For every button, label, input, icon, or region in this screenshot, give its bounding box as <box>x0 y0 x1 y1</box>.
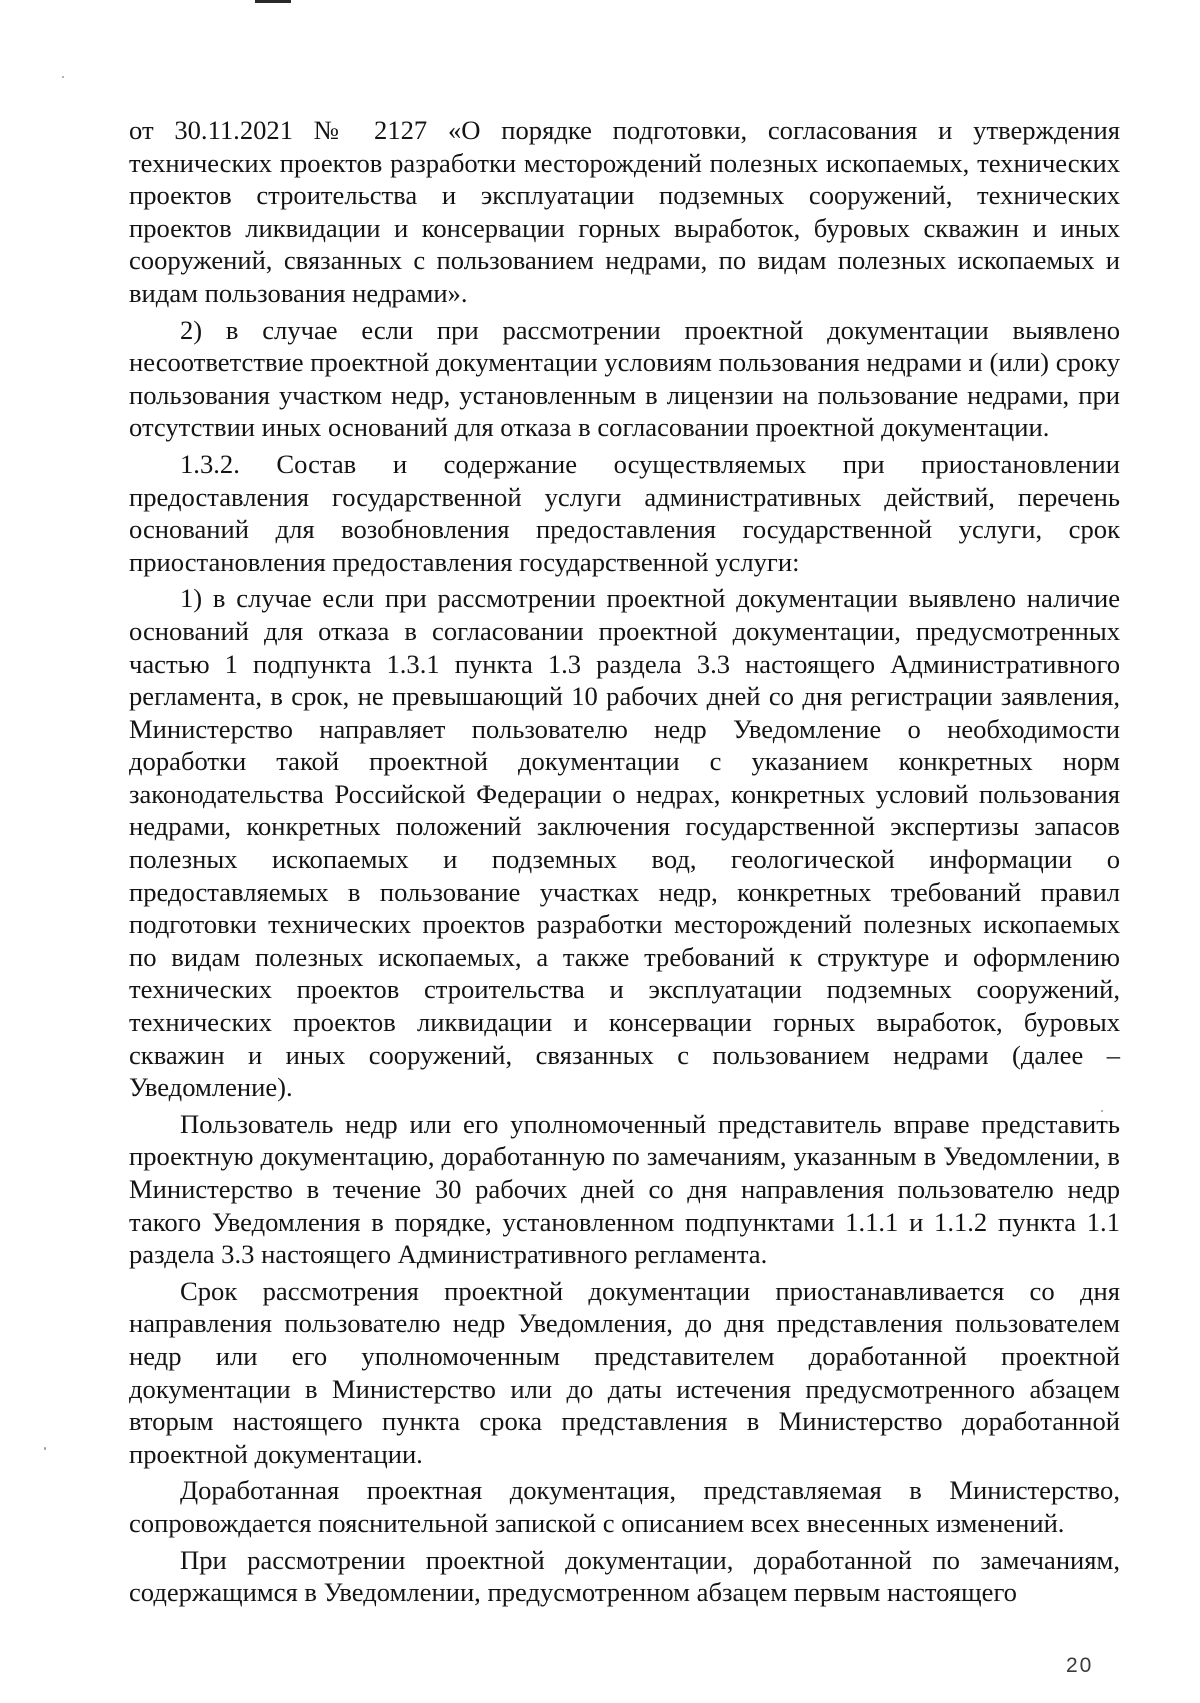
paragraph-review-continuation: При рассмотрении проектной документации, доработанной по замечаниям, содержащимся в Уведомлении, предусмотренном абзацем первым настоящего <box>129 1544 1120 1608</box>
paragraph-order-reference: от 30.11.2021 № 2127 «О порядке подготовки, согласования и утверждения технических проектов разработки месторождений полезных ископаемых, технических проектов строительства и эксплуатации подземных сооружений, технических проектов ликвидации и консервации горных выработок, буровых скважин и иных сооружений, связанных с пользованием недрами, по видам полезных ископаемых и видам пользования недрами». <box>129 115 1120 308</box>
paragraph-section-1-3-2: 1.3.2. Состав и содержание осуществляемых при приостановлении предоставления государственной услуги административных действий, перечень оснований для возобновления предоставления государственной услуги, срок приостановления предоставления государственной услуги: <box>129 448 1120 577</box>
document-body <box>129 114 1120 1613</box>
scan-speck <box>62 76 64 78</box>
scan-speck <box>44 1447 46 1450</box>
page-number: 20 <box>1066 1654 1094 1677</box>
paragraph-item-1: 1) в случае если при рассмотрении проектной документации выявлено наличие оснований для отказа в согласовании проектной документации, предусмотренных частью 1 подпункта 1.3.1 пункта 1.3 раздела 3.3 настоящего Административного регламента, в срок, не превышающий 10 рабочих дней со дня регистрации заявления, Министерство направляет пользователю недр Уведомление о необходимости доработки такой проектной документации с указанием конкретных норм законодательства Российской Федерации о недрах, конкретных условий пользования недрами, конкретных положений заключения государственной экспертизы запасов полезных ископаемых и подземных вод, геологической информации о предоставляемых в пользование участках недр, конкретных требований правил подготовки технических проектов разработки месторождений полезных ископаемых по видам полезных ископаемых, а также требований к структуре и оформлению технических проектов строительства и эксплуатации подземных сооружений, технических проектов ликвидации и консервации горных выработок, буровых скважин и иных сооружений, связанных с пользованием недрами (далее – Уведомление). <box>129 583 1120 1103</box>
paragraph-suspension-term: Срок рассмотрения проектной документации приостанавливается со дня направления пользователю недр Уведомления, до дня представления пользователем недр или его уполномоченным представителем доработанной проектной документации в Министерство или до даты истечения предусмотренного абзацем вторым настоящего пункта срока представления в Министерство доработанной проектной документации. <box>129 1275 1120 1469</box>
paragraph-revised-documentation: Доработанная проектная документация, представляемая в Министерство, сопровождается пояснительной запиской с описанием всех внесенных изменений. <box>129 1475 1120 1538</box>
paragraph-user-rights: Пользователь недр или его уполномоченный представитель вправе представить проектную документацию, доработанную по замечаниям, указанным в Уведомлении, в Министерство в течение 30 рабочих дней со дня направления пользователю недр такого Уведомления в порядке, установленном подпунктами 1.1.1 и 1.1.2 пункта 1.1 раздела 3.3 настоящего Административного регламента. <box>129 1108 1120 1270</box>
scan-top-mark <box>255 0 291 3</box>
paragraph-item-2: 2) в случае если при рассмотрении проектной документации выявлено несоответствие проектной документации условиям пользования недрами и (или) сроку пользования участком недр, установленным в лицензии на пользование недрами, при отсутствии иных оснований для отказа в согласовании проектной документации. <box>129 314 1120 443</box>
